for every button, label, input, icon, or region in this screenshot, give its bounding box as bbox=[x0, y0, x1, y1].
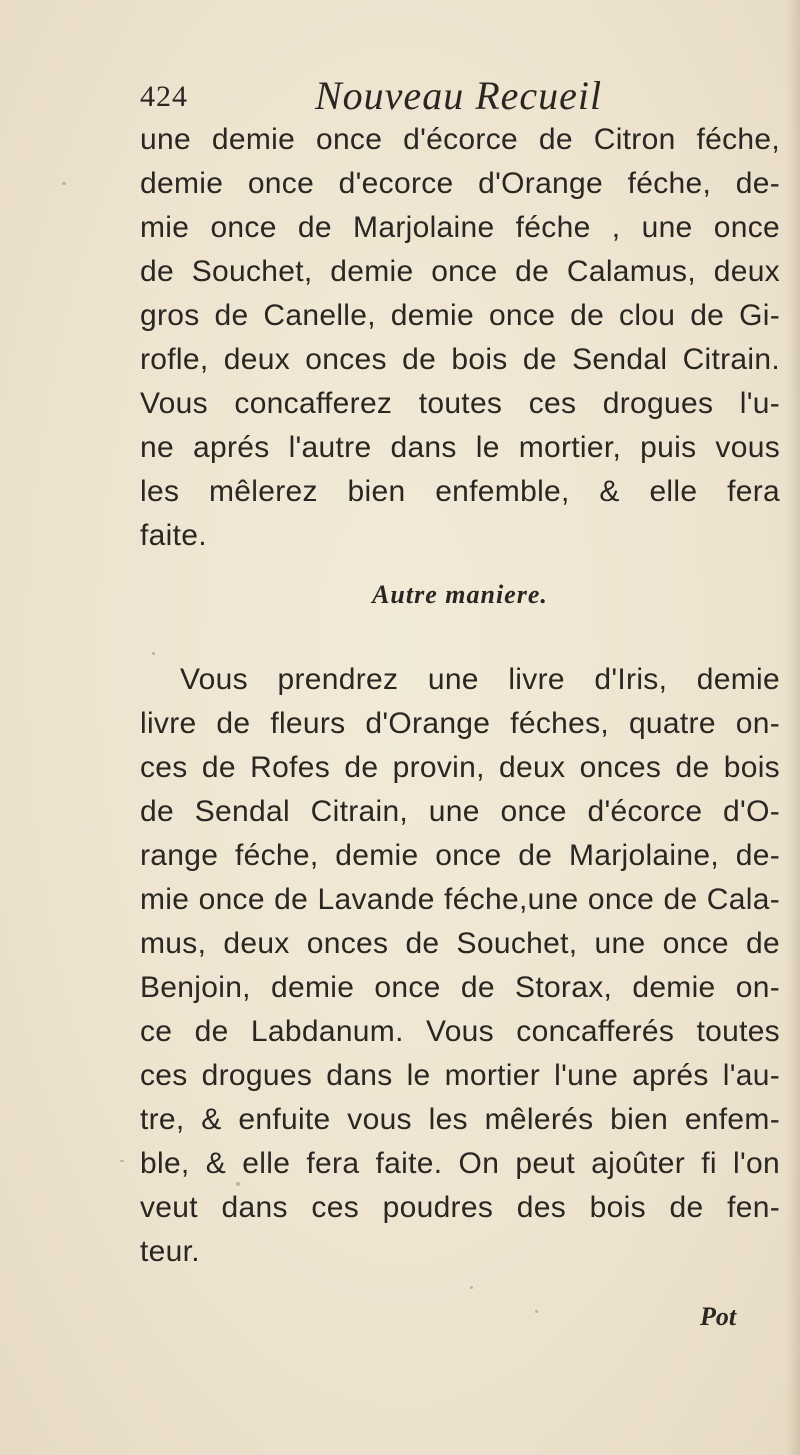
page-header bbox=[140, 72, 680, 122]
running-title: Nouveau Recueil bbox=[315, 73, 603, 118]
text-line: ces de Rofes de provin, deux onces de bois bbox=[140, 751, 780, 784]
text-line: demie once d'ecorce d'Orange féche, de- bbox=[140, 167, 780, 200]
paper-speck bbox=[120, 1160, 124, 1162]
text-line: rofle, deux onces de bois de Sendal Citrain. bbox=[140, 343, 780, 376]
paper-speck bbox=[62, 182, 66, 185]
text-line-first: Vous prendrez une livre d'Iris, demie bbox=[180, 663, 780, 696]
text-line: ce de Labdanum. Vous concafferés toutes bbox=[140, 1015, 780, 1048]
text-line-last: faite. bbox=[140, 519, 207, 552]
text-line: ne aprés l'autre dans le mortier, puis vous bbox=[140, 431, 780, 464]
paper-speck bbox=[535, 1310, 538, 1313]
paper-speck bbox=[152, 652, 155, 655]
paper-speck bbox=[236, 1182, 240, 1186]
text-line: Benjoin, demie once de Storax, demie on- bbox=[140, 971, 780, 1004]
page-edge-shadow bbox=[786, 0, 800, 1455]
paragraph-recipe-continuation bbox=[140, 118, 780, 558]
text-line: livre de fleurs d'Orange féches, quatre on- bbox=[140, 707, 780, 740]
text-line-last: teur. bbox=[140, 1235, 200, 1268]
text-line: veut dans ces poudres des bois de fen- bbox=[140, 1191, 780, 1224]
text-line: de Sendal Citrain, une once d'écorce d'O- bbox=[140, 795, 780, 828]
text-line: ces drogues dans le mortier l'une aprés l'au- bbox=[140, 1059, 780, 1092]
text-line: une demie once d'écorce de Citron féche, bbox=[140, 123, 780, 156]
paper-speck bbox=[470, 1286, 473, 1289]
text-line: de Souchet, demie once de Calamus, deux bbox=[140, 255, 780, 288]
text-line: mie once de Marjolaine féche , une once bbox=[140, 211, 780, 244]
text-line: Vous concafferez toutes ces drogues l'u- bbox=[140, 387, 780, 420]
text-line: gros de Canelle, demie once de clou de Gi- bbox=[140, 299, 780, 332]
text-line: les mêlerez bien enfemble, & elle fera bbox=[140, 475, 780, 508]
text-line: mus, deux onces de Souchet, une once de bbox=[140, 927, 780, 960]
catchword: Pot bbox=[700, 1302, 737, 1331]
text-line: range féche, demie once de Marjolaine, de- bbox=[140, 839, 780, 872]
text-line: ble, & elle fera faite. On peut ajoûter fi l'on bbox=[140, 1147, 780, 1180]
page-number: 424 bbox=[140, 80, 188, 113]
text-line: mie once de Lavande féche,une once de Cala- bbox=[140, 883, 780, 916]
section-subheading: Autre maniere. bbox=[372, 580, 548, 609]
text-line: tre, & enfuite vous les mêlerés bien enfem- bbox=[140, 1103, 780, 1136]
